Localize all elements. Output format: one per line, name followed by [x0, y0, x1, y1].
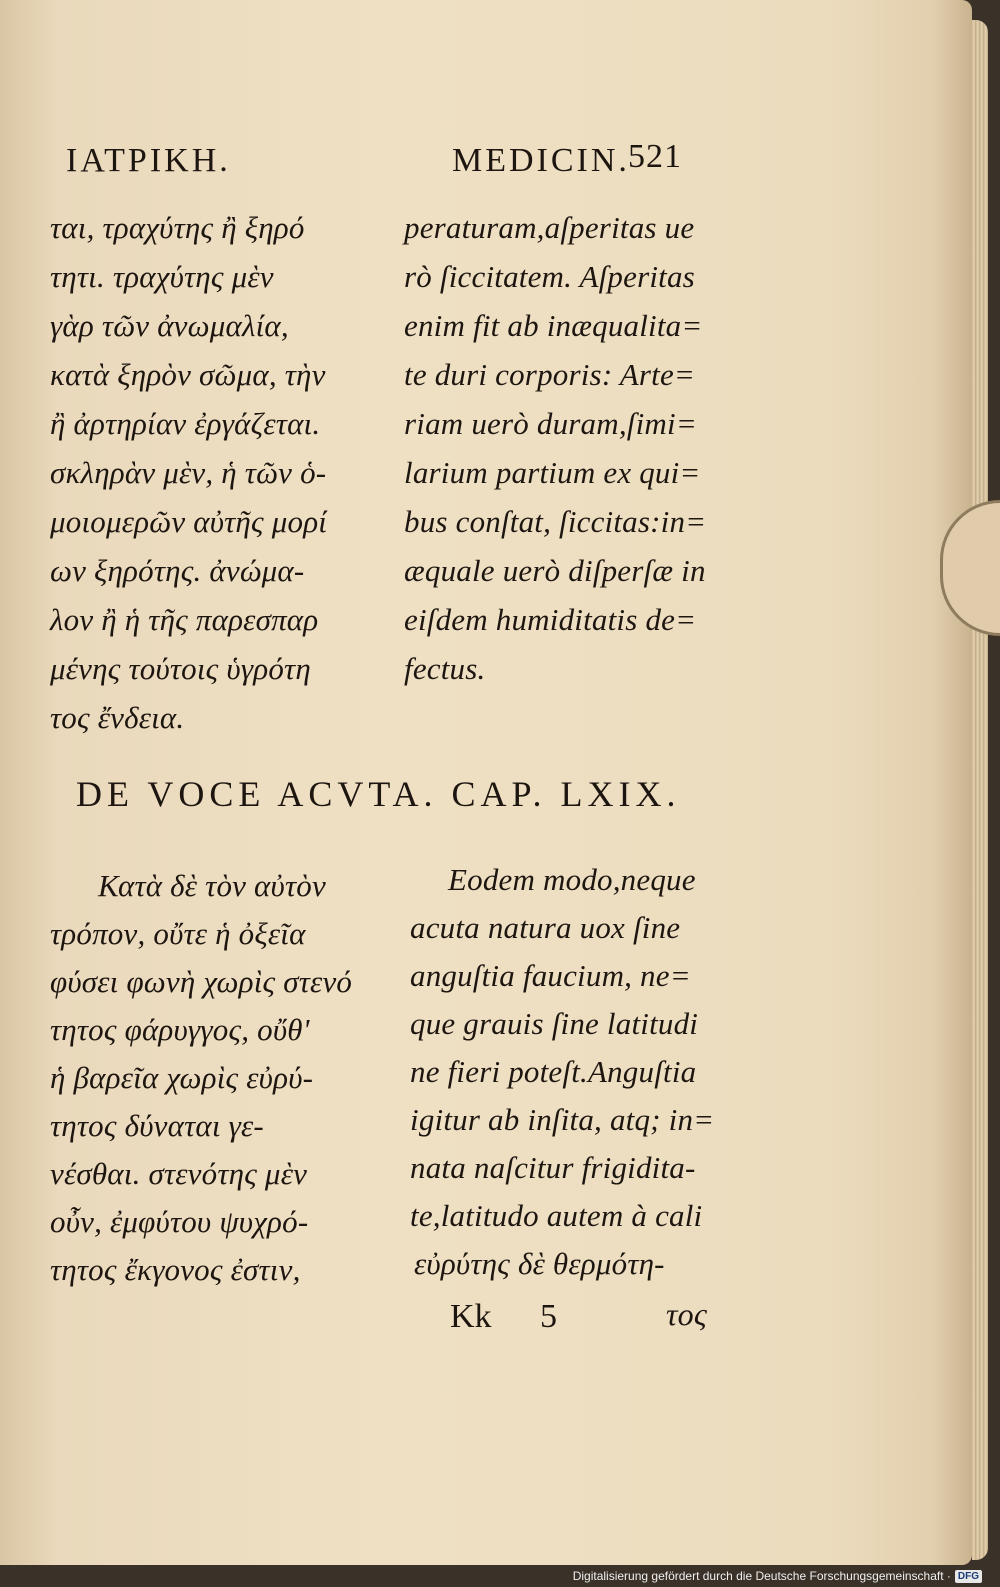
- latin-line-8: æquale uerò diſperſæ in: [404, 553, 706, 588]
- page-number: 521: [628, 138, 682, 175]
- latin-b-line-3: anguſtia faucium, ne=: [410, 958, 691, 993]
- latin-line-10: fectus.: [404, 651, 486, 686]
- greek-b-line-5: ἡ βαρεῖα χωρὶς εὐρύ-: [50, 1060, 314, 1095]
- signature-mark: Kk: [450, 1298, 492, 1335]
- signature-number: 5: [540, 1298, 557, 1335]
- greek-b-line-9: τητος ἔκγονος ἐστιν,: [50, 1252, 301, 1287]
- greek-line-10: μένης τούτοις ὑγρότη: [50, 651, 311, 686]
- greek-line-5: ἢ ἀρτηρίαν ἐργάζεται.: [50, 406, 321, 441]
- scan-credit: [573, 1568, 982, 1584]
- chapter-heading: DE VOCE ACVTA. CAP. LXIX.: [76, 774, 681, 814]
- latin-b-line-1: Eodem modo,neque: [448, 862, 696, 897]
- running-header-latin: MEDICIN.: [452, 142, 630, 179]
- greek-line-4: κατὰ ξηρὸν σῶμα, τὴν: [50, 357, 326, 392]
- latin-line-6: larium partium ex qui=: [404, 455, 701, 490]
- greek-b-line-2: τρόπον, οὔτε ἡ ὀξεῖα: [50, 916, 306, 951]
- greek-line-1: ται, τραχύτης ἢ ξηρό: [50, 210, 305, 245]
- latin-line-9: eiſdem humiditatis de=: [404, 602, 697, 637]
- greek-b-line-7: νέσθαι. στενότης μὲν: [50, 1156, 308, 1191]
- latin-line-3: enim fit ab inæqualita=: [404, 308, 703, 343]
- latin-b-line-8: te,latitudo autem à cali: [410, 1198, 703, 1233]
- page-edges: [972, 20, 988, 1560]
- greek-line-7: μοιομερῶν αὐτῆς μορί: [50, 504, 328, 539]
- scan-credit-text: Digitalisierung gefördert durch die Deutsche Forschungsgemeinschaft ·: [572, 1569, 951, 1583]
- latin-line-7: bus conſtat, ſiccitas:in=: [404, 504, 707, 539]
- greek-line-2: τητι. τραχύτης μὲν: [50, 259, 274, 294]
- dfg-logo-icon: DFG: [955, 1570, 982, 1583]
- greek-line-6: σκληρὰν μὲν, ἡ τῶν ὁ-: [50, 455, 327, 490]
- latin-b-line-4: que grauis ſine latitudi: [410, 1006, 699, 1041]
- catchword: τος: [666, 1296, 708, 1332]
- greek-line-8: ων ξηρότης. ἀνώμα-: [50, 553, 305, 588]
- latin-line-1: peraturam,aſperitas ue: [404, 210, 695, 245]
- latin-b-line-6: igitur ab inſita, atq; in=: [410, 1102, 715, 1137]
- greek-line-11: τος ἔνδεια.: [50, 700, 185, 735]
- latin-line-5: riam uerò duram,ſimi=: [404, 406, 697, 441]
- latin-b-line-2: acuta natura uox ſine: [410, 910, 681, 945]
- greek-b-line-8: οὖν, ἐμφύτου ψυχρό-: [50, 1204, 309, 1239]
- greek-b-line-6: τητος δύναται γε-: [50, 1108, 264, 1143]
- latin-b-line-5: ne fieri poteſt.Anguſtia: [410, 1054, 697, 1089]
- latin-b-line-7: nata naſcitur frigidita-: [410, 1150, 696, 1185]
- latin-line-2: rò ſiccitatem. Aſperitas: [404, 259, 695, 294]
- greek-b-line-1: Κατὰ δὲ τὸν αὐτὸν: [98, 868, 326, 903]
- running-header-greek: ΙΑΤΡΙΚΗ.: [66, 142, 231, 179]
- greek-b-line-4: τητος φάρυγγος, οὔθ': [50, 1012, 310, 1047]
- latin-b-line-9: εὐρύτης δὲ θερμότη-: [414, 1246, 665, 1281]
- greek-line-3: γὰρ τῶν ἀνωμαλία,: [50, 308, 289, 343]
- greek-line-9: λον ἢ ἡ τῆς παρεσπαρ: [50, 602, 319, 637]
- latin-line-4: te duri corporis: Arte=: [404, 357, 696, 392]
- greek-b-line-3: φύσει φωνὴ χωρὶς στενό: [50, 964, 353, 999]
